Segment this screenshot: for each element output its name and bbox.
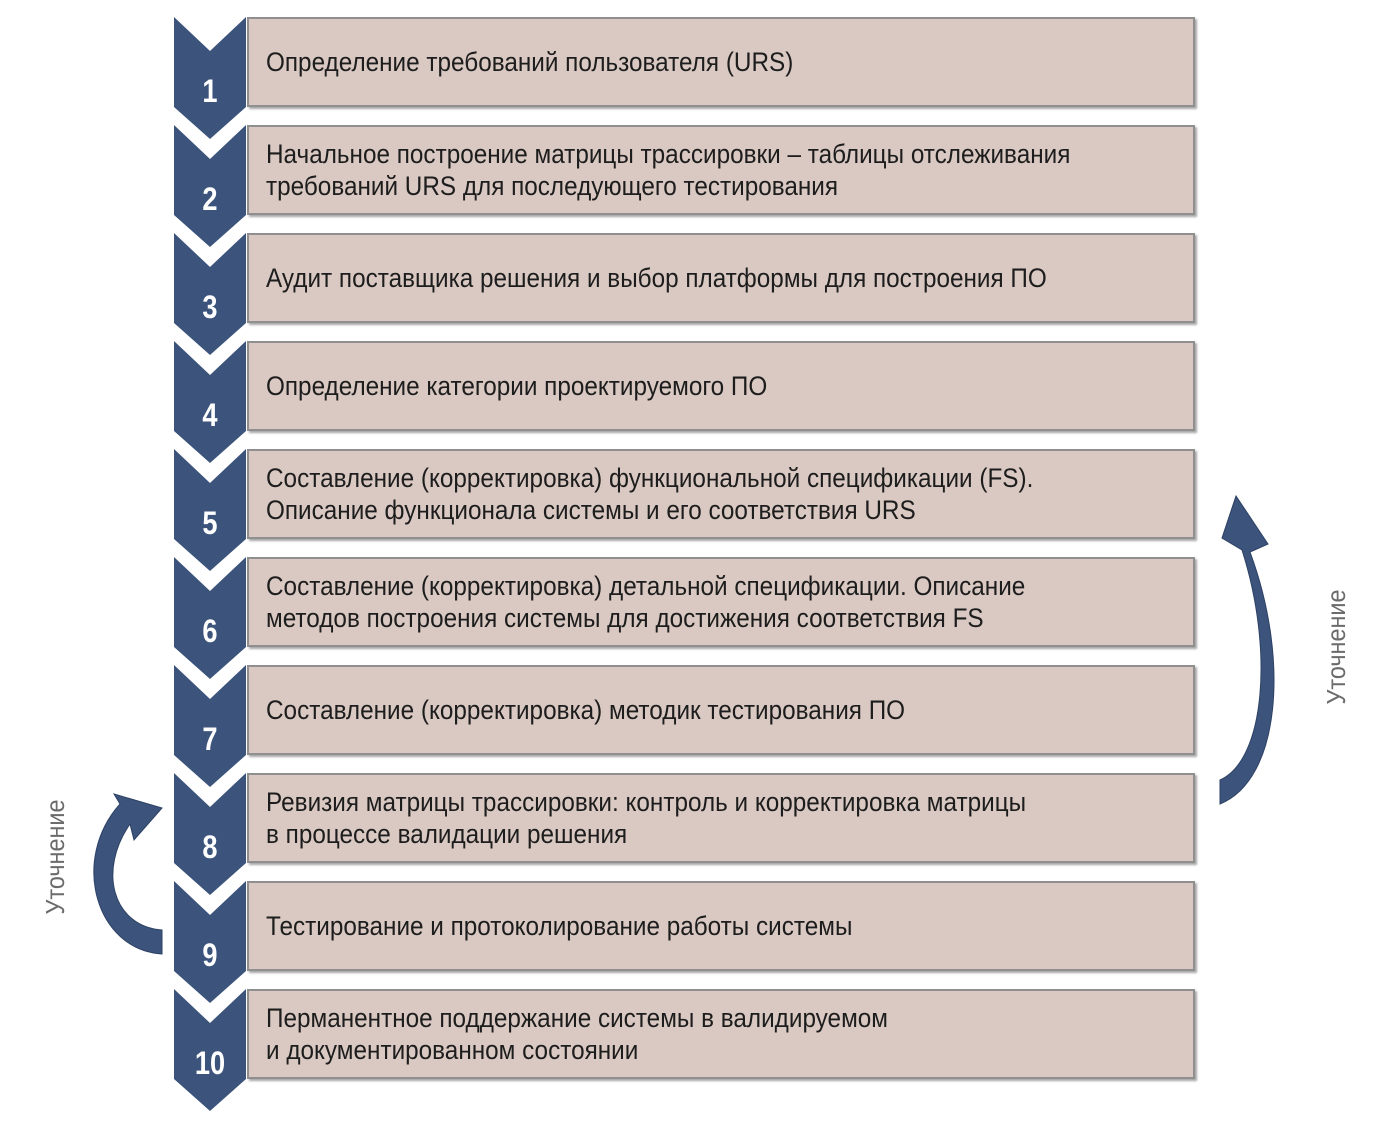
loop-label-left: Уточнение — [40, 799, 70, 915]
step-number: 4 — [202, 397, 218, 433]
step-box — [247, 449, 1195, 539]
step-text: Составление (корректировка) детальной спецификации. Описание методов построения системы для достижения соответствия FS — [266, 571, 1026, 633]
loop-label-right: Уточнение — [1321, 589, 1351, 705]
step-3 — [170, 233, 1200, 327]
step-text: Тестирование и протоколирование работы системы — [266, 911, 853, 941]
step-text: Составление (корректировка) функциональной спецификации (FS). Описание функционала системы и его соответствия URS — [266, 463, 1034, 525]
step-box — [247, 341, 1195, 431]
step-text: Составление (корректировка) методик тестирования ПО — [266, 695, 906, 725]
step-text: Ревизия матрицы трассировки: контроль и корректировка матрицы в процессе валидации решения — [266, 787, 1027, 849]
step-box — [247, 989, 1195, 1079]
step-box — [247, 17, 1195, 107]
step-9 — [170, 881, 1200, 975]
step-number: 6 — [202, 613, 218, 649]
loop-arrow-right-icon — [1210, 490, 1320, 810]
step-text: Перманентное поддержание системы в валидируемом и документированном состоянии — [266, 1003, 889, 1065]
step-10 — [170, 989, 1200, 1083]
step-6 — [170, 557, 1200, 651]
step-5 — [170, 449, 1200, 543]
step-box — [247, 557, 1195, 647]
step-box — [247, 773, 1195, 863]
step-text: Начальное построение матрицы трассировки – таблицы отслеживания требований URS для последующего тестирования — [266, 139, 1071, 201]
step-text: Определение категории проектируемого ПО — [266, 371, 768, 401]
step-number: 7 — [202, 721, 218, 757]
step-4 — [170, 341, 1200, 435]
loop-arrow-left-icon — [76, 780, 168, 960]
step-number: 5 — [202, 505, 218, 541]
step-number: 8 — [202, 829, 218, 865]
step-number: 1 — [202, 73, 218, 109]
step-text: Определение требований пользователя (URS) — [266, 47, 794, 77]
step-box — [247, 881, 1195, 971]
step-number: 3 — [202, 289, 218, 325]
step-8 — [170, 773, 1200, 867]
step-7 — [170, 665, 1200, 759]
step-box — [247, 125, 1195, 215]
step-text: Аудит поставщика решения и выбор платформы для построения ПО — [266, 263, 1047, 293]
step-number: 9 — [202, 937, 218, 973]
step-number: 10 — [194, 1045, 226, 1081]
step-1 — [170, 17, 1200, 111]
step-box — [247, 233, 1195, 323]
step-number: 2 — [202, 181, 218, 217]
step-box — [247, 665, 1195, 755]
step-2 — [170, 125, 1200, 219]
